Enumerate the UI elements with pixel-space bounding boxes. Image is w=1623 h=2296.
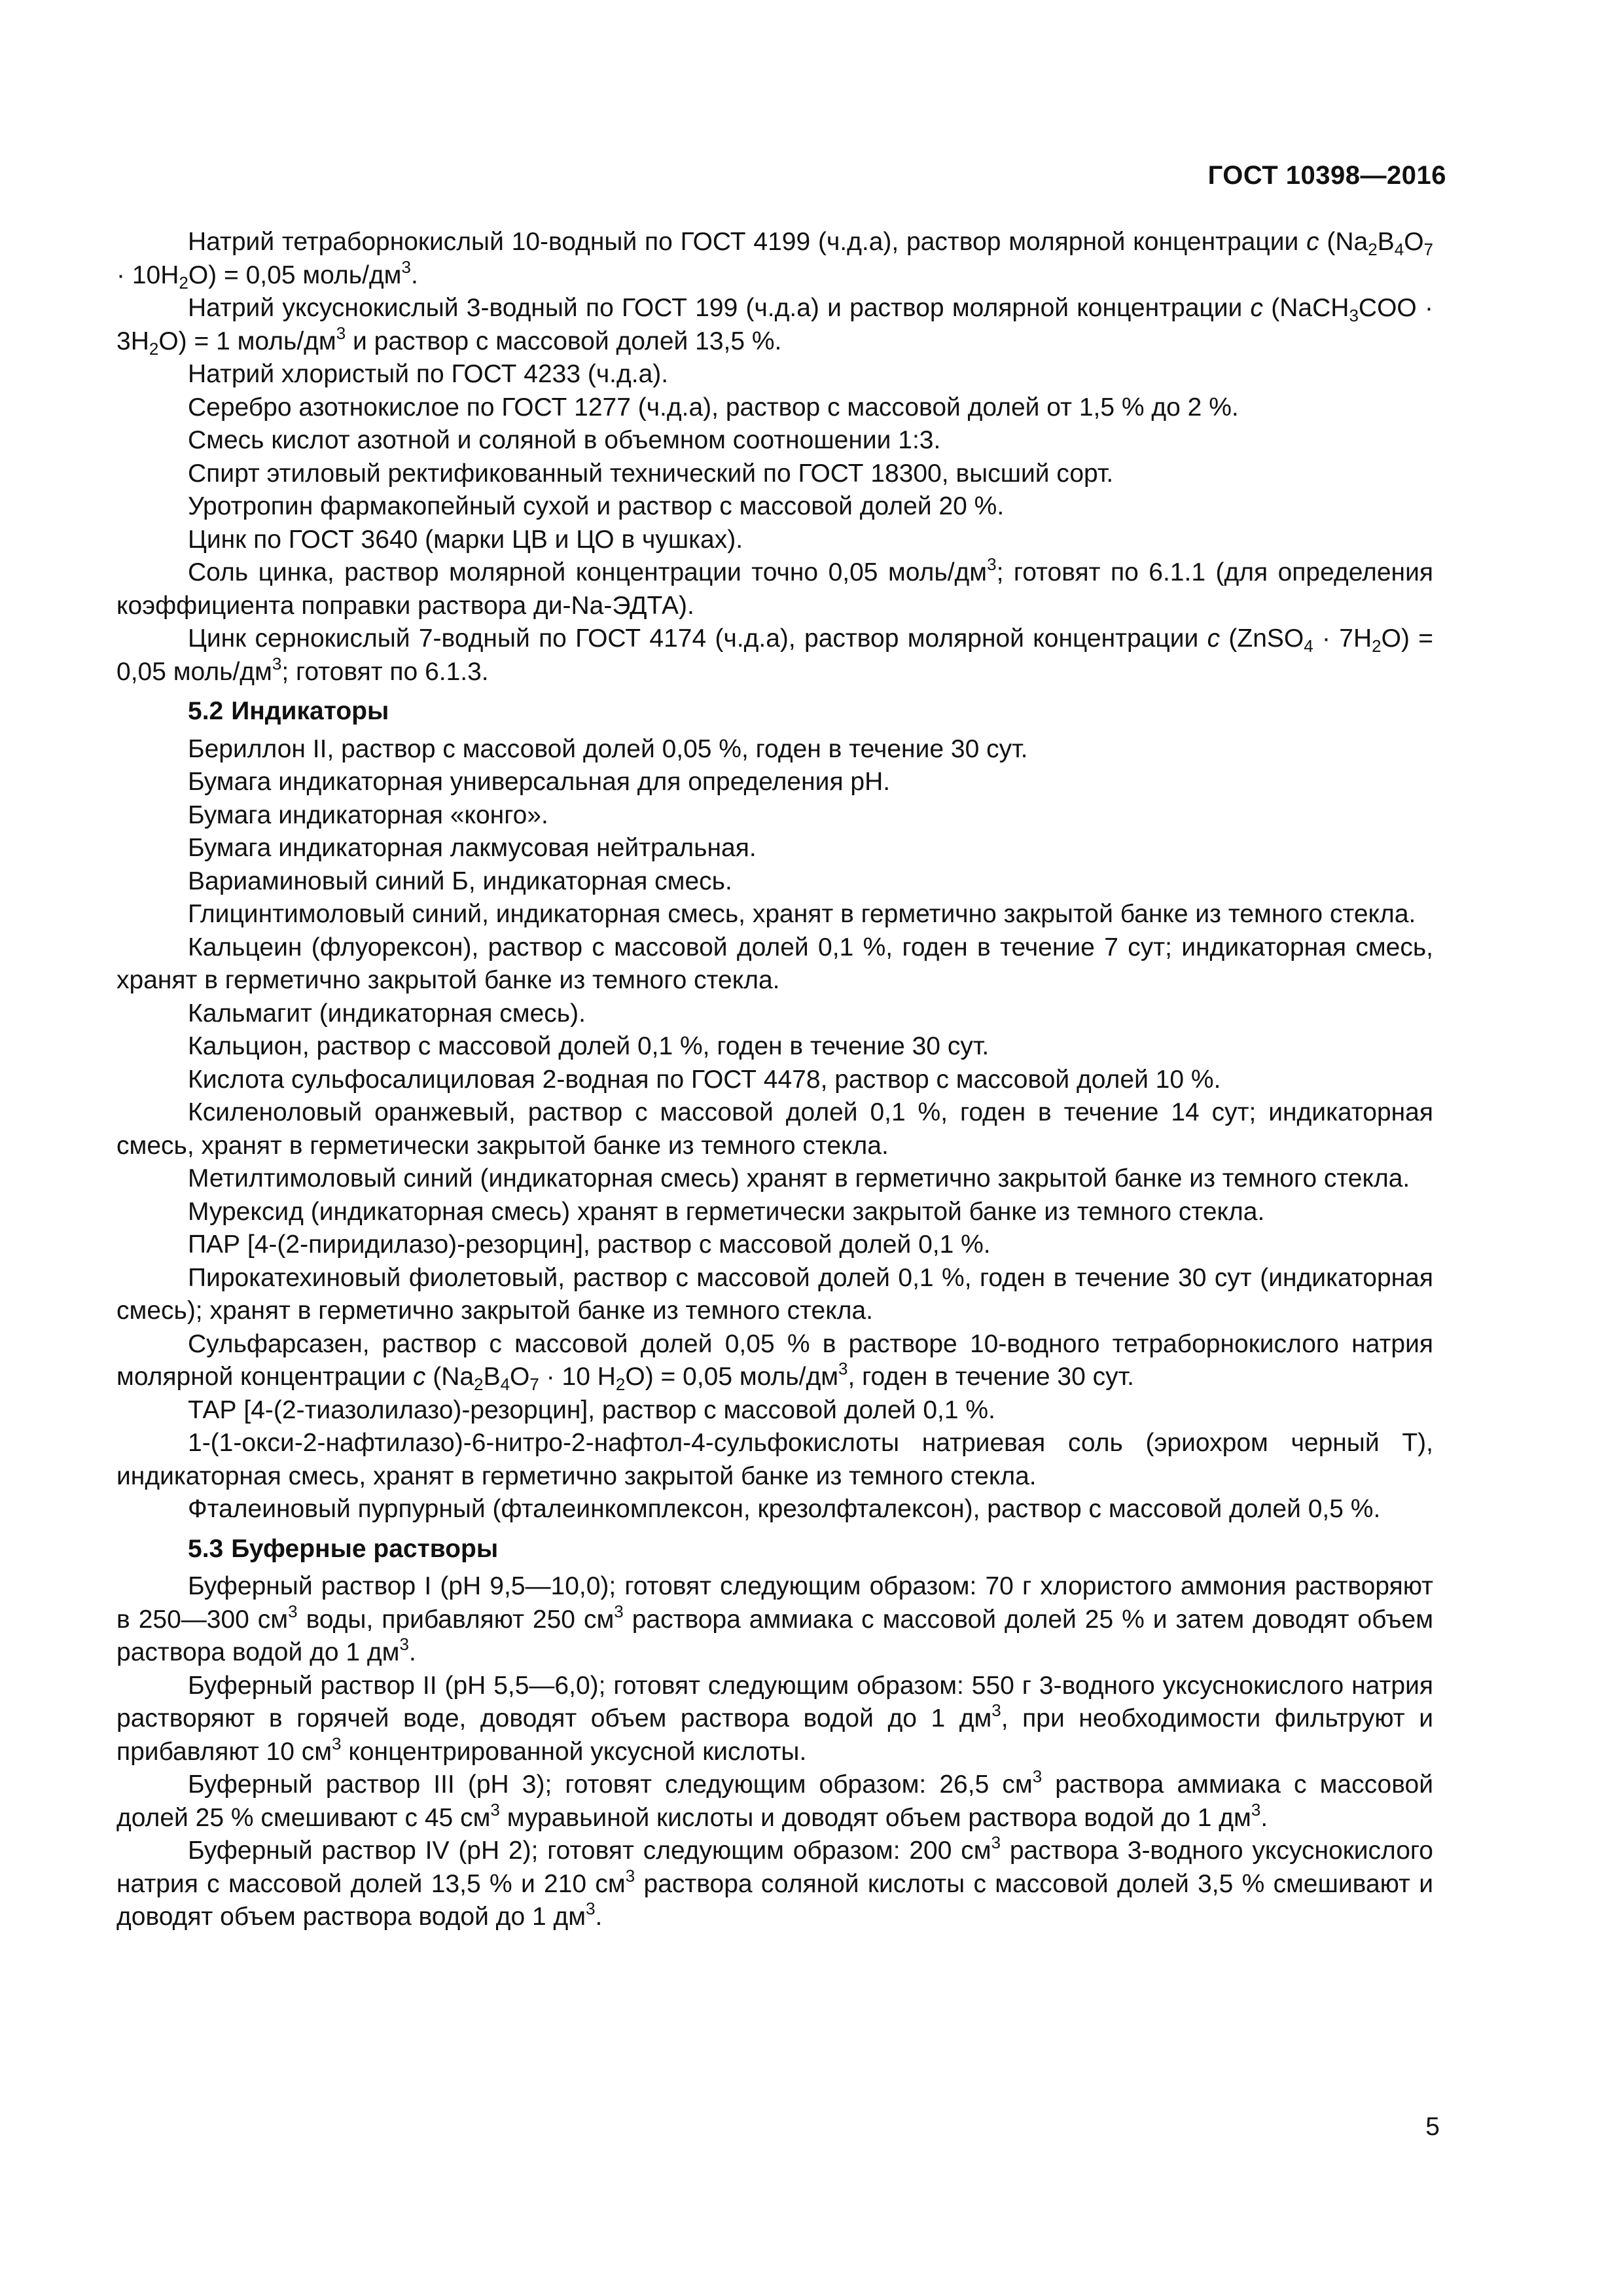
paragraph: Кальмагит (индикаторная смесь).	[188, 999, 586, 1028]
reagents-list	[116, 226, 1433, 689]
paragraph: Ксиленоловый оранжевый, раствор с массовой долей 0,1 %, годен в течение 14 сут; индикаторная смесь, хранят в герметически закрытой банке из темного стекла.	[116, 1098, 1433, 1160]
paragraph: Кальцион, раствор с массовой долей 0,1 %, годен в течение 30 сут.	[188, 1032, 990, 1060]
document-body	[116, 226, 1433, 1934]
paragraph: Натрий хлористый по ГОСТ 4233 (ч.д.а).	[188, 360, 669, 388]
paragraph: 1-(1-окси-2-нафтилазо)-6-нитро-2-нафтол-4-сульфокислоты натриевая соль (эриохром черный Т), индикаторная смесь, хранят в герметично закрытой банке из темного стекла.	[116, 1429, 1433, 1490]
paragraph: Бериллон II, раствор с массовой долей 0,05 %, годен в течение 30 сут.	[188, 734, 1028, 763]
section-heading-buffers	[188, 1533, 1433, 1566]
paragraph: Вариаминовый синий Б, индикаторная смесь.	[188, 867, 732, 895]
paragraph: Натрий уксуснокислый 3-водный по ГОСТ 199 (ч.д.а) и раствор молярной концентрации c (NaCH$_3$COO · $3H_2O) = 1$ моль/$дм^3$ и раствор с массовой долей 13,5 %.	[116, 294, 1433, 359]
paragraph: Глицинтимоловый синий, индикаторная смесь, хранят в герметично закрытой банке из темного стекла.	[188, 900, 1416, 928]
section-title: Буферные растворы	[231, 1534, 499, 1563]
paragraph: Цинк сернокислый 7-водный по ГОСТ 4174 (ч.д.а), раствор молярной концентрации c (ZnSO$_4$ · $7H_2O) = 0,05$ моль/$дм^3$; готовят по 6.1.3.	[116, 624, 1434, 686]
paragraph: Кальцеин (флуорексон), раствор с массовой долей 0,1 %, годен в течение 7 сут; индикаторная смесь, хранят в герметично закрытой банке из темного стекла.	[116, 933, 1433, 994]
paragraph: Бумага индикаторная универсальная для определения pH.	[188, 768, 891, 796]
paragraph: ПАР [4-(2-пиридилазо)-резорцин], раствор с массовой долей 0,1 %.	[188, 1230, 991, 1259]
paragraph: Соль цинка, раствор молярной концентрации точно 0,05 моль/$дм^3$; готовят по 6.1.1 (для определения коэффициента поправки раствора ди-Na-ЭДТА).	[116, 554, 1433, 620]
paragraph: Сульфарсазен, раствор с массовой долей 0,05 % в растворе 10-водного тетраборнокислого натрия молярной концентрации c ($Na_2B_4O_7 \cdot 10$ $H_2O) = 0,05$ моль/$дм^3$, годен в течение 30 сут.	[116, 1329, 1433, 1394]
paragraph: Цинк по ГОСТ 3640 (марки ЦВ и ЦО в чушках).	[188, 525, 743, 554]
paragraph: Буферный раствор III (pH 3); готовят следующим образом: 26,5 $см^3$ раствора аммиака с массовой долей 25 % смешивают с 45 $см^3$ муравьиной кислоты и доводят объем раствора водой до 1 $дм^3$.	[116, 1767, 1433, 1832]
paragraph: Мурексид (индикаторная смесь) хранят в герметически закрытой банке из темного стекла.	[188, 1197, 1265, 1226]
buffers-list	[116, 1570, 1433, 1934]
paragraph: Спирт этиловый ректификованный технический по ГОСТ 18300, высший сорт.	[188, 459, 1114, 488]
paragraph: Натрий тетраборнокислый 10-водный по ГОСТ 4199 (ч.д.а), раствор молярной концентрации c $(Na_2B_4O_7 \cdot 10H_2O) = 0,05$ моль/$дм^3$.	[116, 228, 1433, 293]
paragraph: Уротропин фармакопейный сухой и раствор с массовой долей 20 %.	[188, 492, 1005, 520]
paragraph: Смесь кислот азотной и соляной в объемном соотношении 1:3.	[188, 426, 941, 454]
page-number: 5	[1425, 2113, 1440, 2141]
section-heading-indicators	[188, 695, 1433, 728]
paragraph: Фталеиновый пурпурный (фталеинкомплексон, крезолфталексон), раствор с массовой долей 0,5 %.	[188, 1495, 1381, 1523]
standard-designation: ГОСТ 10398—2016	[1207, 161, 1446, 190]
paragraph: Буферный раствор IV (pH 2); готовят следующим образом: 200 $см^3$ раствора 3-водного уксуснокислого натрия с массовой долей 13,5 % и 210 $см^3$ раствора соляной кислоты с массовой долей 3,5 % смешивают и доводят объем раствора водой до 1 $дм^3$.	[116, 1833, 1434, 1931]
section-title: Индикаторы	[231, 697, 389, 725]
section-number: 5.2	[188, 697, 224, 725]
paragraph: Пирокатехиновый фиолетовый, раствор с массовой долей 0,1 %, годен в течение 30 сут (индикаторная смесь); хранят в герметично закрытой банке из темного стекла.	[116, 1263, 1433, 1325]
paragraph: Бумага индикаторная лакмусовая нейтральная.	[188, 834, 757, 862]
indicators-list	[116, 733, 1433, 1526]
paragraph: Серебро азотнокислое по ГОСТ 1277 (ч.д.а), раствор с массовой долей от 1,5 % до 2 %.	[188, 393, 1239, 422]
paragraph: Метилтимоловый синий (индикаторная смесь) хранят в герметично закрытой банке из темного стекла.	[188, 1164, 1410, 1193]
paragraph: Кислота сульфосалициловая 2-водная по ГОСТ 4478, раствор с массовой долей 10 %.	[188, 1065, 1221, 1094]
paragraph: Буферный раствор I (pH 9,5—10,0); готовят следующим образом: 70 г хлористого аммония растворяют в 250—300 $см^3$ воды, прибавляют 250 $см^3$ раствора аммиака с массовой долей 25 % и затем доводят объем раствора водой до 1 $дм^3$.	[116, 1572, 1434, 1666]
paragraph: Бумага индикаторная «конго».	[188, 800, 548, 829]
section-number: 5.3	[188, 1534, 224, 1563]
paragraph: ТАР [4-(2-тиазолилазо)-резорцин], раствор с массовой долей 0,1 %.	[188, 1395, 995, 1424]
paragraph: Буферный раствор II (pH 5,5—6,0); готовят следующим образом: 550 г 3-водного уксуснокислого натрия растворяют в горячей воде, доводят объем раствора водой до 1 $дм^3$, при необходимости фильтруют и прибавляют 10 $см^3$ концентрированной уксусной кислоты.	[116, 1671, 1433, 1766]
